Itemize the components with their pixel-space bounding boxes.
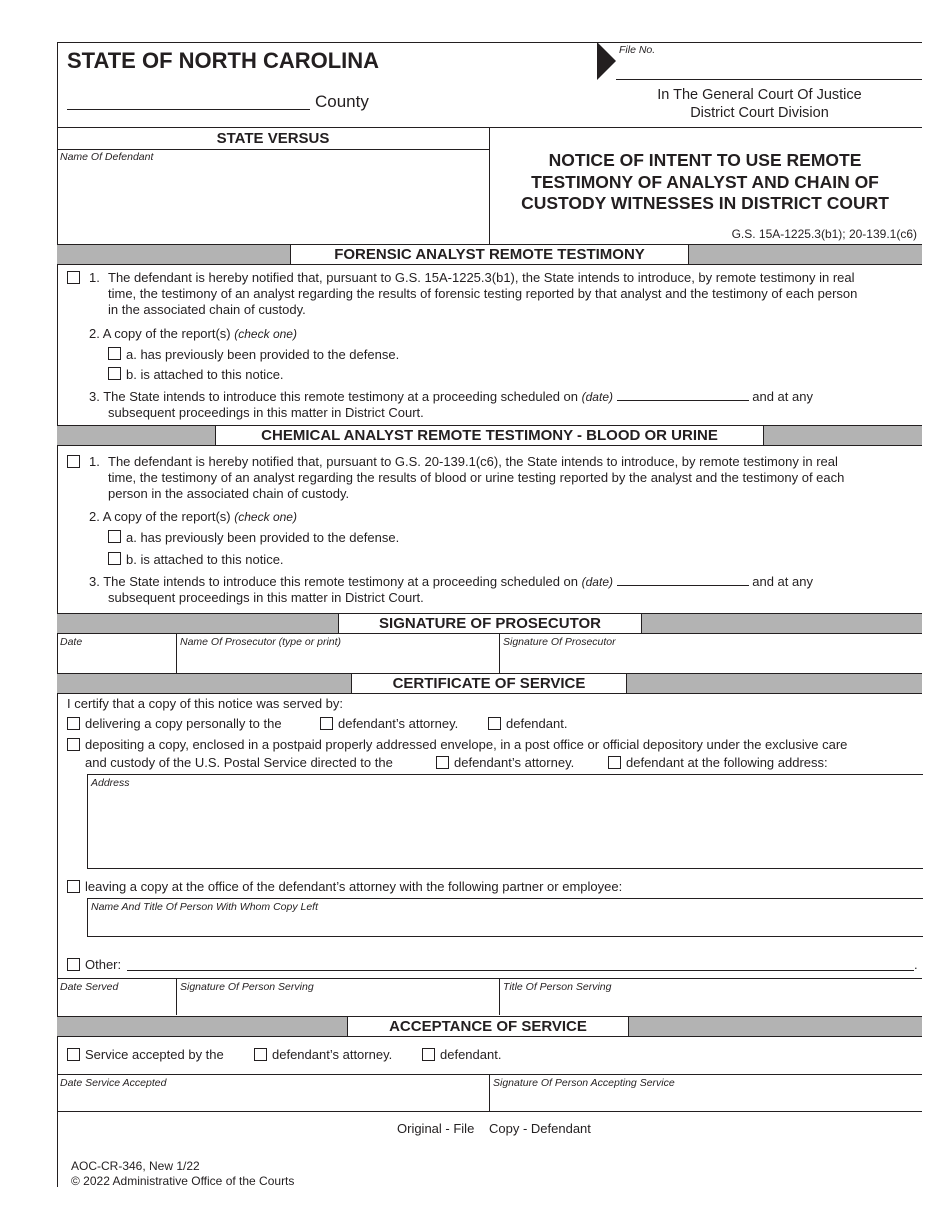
prosecutor-heading-bar xyxy=(57,613,922,634)
leaving-label: leaving a copy at the office of the defendant’s attorney with the following partner or employee: xyxy=(85,879,623,894)
forensic-item1-line3: in the associated chain of custody. xyxy=(108,302,306,317)
sig-serving-label: Signature Of Person Serving xyxy=(180,981,314,993)
file-no-label: File No. xyxy=(619,44,656,56)
sig-accepting-label: Signature Of Person Accepting Service xyxy=(493,1077,675,1089)
accepted-defendant-checkbox[interactable] xyxy=(422,1048,435,1061)
prosecutor-date-label: Date xyxy=(60,636,83,648)
deposit-defendant-label: defendant at the following address: xyxy=(626,755,828,770)
defendant-name-field[interactable] xyxy=(60,165,485,240)
deposit-line1: depositing a copy, enclosed in a postpaid properly addressed envelope, in a post office or official depository under the exclusive care xyxy=(85,737,848,752)
certificate-heading-bar xyxy=(57,673,922,694)
file-no-line xyxy=(616,79,922,80)
prosecutor-heading: SIGNATURE OF PROSECUTOR xyxy=(338,614,642,633)
accepted-attorney-label: defendant’s attorney. xyxy=(272,1047,393,1062)
certificate-intro: I certify that a copy of this notice was served by: xyxy=(67,696,344,711)
file-top-line xyxy=(597,42,922,43)
chemical-heading-bar xyxy=(57,425,922,446)
court-line-2: District Court Division xyxy=(690,105,829,121)
header-vdivider xyxy=(489,127,490,244)
county-line[interactable] xyxy=(67,109,310,110)
copyright: © 2022 Administrative Office of the Courts xyxy=(71,1174,295,1188)
chemical-item1-num: 1. xyxy=(89,454,100,469)
chemical-date-label: (date) xyxy=(581,575,613,589)
date-accepted-field[interactable] xyxy=(58,1090,488,1110)
forensic-opt-b-checkbox[interactable] xyxy=(108,367,121,380)
chemical-opt-a-checkbox[interactable] xyxy=(108,530,121,543)
deposit-checkbox[interactable] xyxy=(67,738,80,751)
sig-serving-field[interactable] xyxy=(177,994,498,1014)
address-field[interactable] xyxy=(87,774,923,869)
date-served-field[interactable] xyxy=(58,994,175,1014)
forensic-and-any: and at any xyxy=(752,389,813,404)
title-line-2: TESTIMONY OF ANALYST AND CHAIN OF xyxy=(531,171,879,192)
court-line-1: In The General Court Of Justice xyxy=(657,87,862,103)
accepted-label: Service accepted by the xyxy=(85,1047,224,1062)
chemical-item1-line3: person in the associated chain of custody. xyxy=(108,486,350,501)
sig-accepting-field[interactable] xyxy=(490,1090,921,1110)
deliver-defendant-checkbox[interactable] xyxy=(488,717,501,730)
defendant-caption: Name Of Defendant xyxy=(60,151,154,163)
court-name xyxy=(597,86,922,122)
file-arrow-icon xyxy=(597,42,616,80)
title-serving-field[interactable] xyxy=(500,994,921,1014)
county-label: County xyxy=(315,92,369,111)
other-label: Other: xyxy=(85,957,122,972)
top-border xyxy=(57,42,597,43)
forensic-date-label: (date) xyxy=(581,390,613,404)
title-serving-label: Title Of Person Serving xyxy=(503,981,612,993)
deliver-defendant-label: defendant. xyxy=(506,716,568,731)
deliver-attorney-label: defendant’s attorney. xyxy=(338,716,459,731)
footer-original: Original - File xyxy=(397,1121,475,1136)
forensic-item1-num: 1. xyxy=(89,270,100,285)
date-accepted-label: Date Service Accepted xyxy=(60,1077,167,1089)
chemical-opt-b-checkbox[interactable] xyxy=(108,552,121,565)
forensic-opt-b: b. is attached to this notice. xyxy=(126,367,284,382)
deliver-attorney-checkbox[interactable] xyxy=(320,717,333,730)
prosecutor-signature-label: Signature Of Prosecutor xyxy=(503,636,616,648)
forensic-opt-a-checkbox[interactable] xyxy=(108,347,121,360)
deliver-checkbox[interactable] xyxy=(67,717,80,730)
prosecutor-name-label: Name Of Prosecutor (type or print) xyxy=(180,636,342,648)
other-checkbox[interactable] xyxy=(67,958,80,971)
chemical-item1-line2: time, the testimony of an analyst regarding the results of blood or urine testing reported by the analyst and the testimony of each xyxy=(108,470,845,485)
deliver-label: delivering a copy personally to the xyxy=(85,716,282,731)
other-field[interactable] xyxy=(127,970,914,971)
state-versus: STATE VERSUS xyxy=(216,130,330,147)
form-title xyxy=(495,150,915,215)
chemical-item3 xyxy=(89,573,813,590)
title-line-1: NOTICE OF INTENT TO USE REMOTE xyxy=(548,150,862,170)
forensic-check-one: (check one) xyxy=(234,327,297,341)
prosecutor-date-field[interactable] xyxy=(58,650,175,672)
forensic-opt-a: a. has previously been provided to the defense. xyxy=(126,347,400,362)
date-served-label: Date Served xyxy=(60,981,119,993)
chemical-item1-text xyxy=(108,454,923,502)
other-period: . xyxy=(914,957,918,972)
versus-line xyxy=(57,149,489,150)
chemical-item1-line1: The defendant is hereby notified that, pursuant to G.S. 20-139.1(c6), the State intends to introduce, by remote testimony in real xyxy=(108,454,838,469)
deposit-attorney-label: defendant’s attorney. xyxy=(454,755,575,770)
forensic-item3-line1: 3. The State intends to introduce this remote testimony at a proceeding scheduled on xyxy=(89,389,579,404)
forensic-item1-line1: The defendant is hereby notified that, pursuant to G.S. 15A-1225.3(b1), the State intends to introduce, by remote testimony in real xyxy=(108,270,855,285)
forensic-date-field[interactable] xyxy=(617,388,749,401)
chemical-check-one: (check one) xyxy=(234,510,297,524)
deposit-attorney-checkbox[interactable] xyxy=(436,756,449,769)
title-line-3: CUSTODY WITNESSES IN DISTRICT COURT xyxy=(521,193,889,213)
deposit-line2: and custody of the U.S. Postal Service directed to the xyxy=(85,755,393,770)
statute-ref: G.S. 15A-1225.3(b1); 20-139.1(c6) xyxy=(731,227,917,241)
certificate-heading: CERTIFICATE OF SERVICE xyxy=(351,674,627,693)
prosecutor-signature-field[interactable] xyxy=(500,650,921,672)
chemical-item3-line1: 3. The State intends to introduce this remote testimony at a proceeding scheduled on xyxy=(89,574,579,589)
chemical-heading: CHEMICAL ANALYST REMOTE TESTIMONY - BLOOD OR URINE xyxy=(215,426,764,445)
acceptance-heading: ACCEPTANCE OF SERVICE xyxy=(347,1017,629,1036)
accepted-attorney-checkbox[interactable] xyxy=(254,1048,267,1061)
form-number: AOC-CR-346, New 1/22 xyxy=(71,1159,200,1173)
forensic-item2-text: 2. A copy of the report(s) xyxy=(89,326,231,341)
forensic-heading-bar xyxy=(57,244,922,265)
forensic-item1-line2: time, the testimony of an analyst regarding the results of forensic testing reported by that analyst and the testimony of each person xyxy=(108,286,858,301)
acceptance-heading-bar xyxy=(57,1016,922,1037)
accepted-defendant-label: defendant. xyxy=(440,1047,502,1062)
name-title-label: Name And Title Of Person With Whom Copy Left xyxy=(91,901,319,913)
chemical-item3-line2: subsequent proceedings in this matter in District Court. xyxy=(108,590,424,605)
forensic-checkbox[interactable] xyxy=(67,271,80,284)
chemical-date-field[interactable] xyxy=(617,573,749,586)
accepted-checkbox[interactable] xyxy=(67,1048,80,1061)
forensic-item1-text xyxy=(108,270,923,318)
state-title: STATE OF NORTH CAROLINA xyxy=(67,48,380,73)
forensic-item3-line2: subsequent proceedings in this matter in District Court. xyxy=(108,405,424,420)
accepted-row-bottom xyxy=(57,1111,922,1112)
served-row-top xyxy=(57,978,922,979)
chemical-and-any: and at any xyxy=(752,574,813,589)
chemical-item2 xyxy=(89,509,297,525)
deposit-defendant-checkbox[interactable] xyxy=(608,756,621,769)
chemical-item2-text: 2. A copy of the report(s) xyxy=(89,509,231,524)
footer-copy: Copy - Defendant xyxy=(489,1121,591,1136)
chemical-opt-b: b. is attached to this notice. xyxy=(126,552,284,567)
leaving-checkbox[interactable] xyxy=(67,880,80,893)
forensic-item3 xyxy=(89,388,813,405)
forensic-heading: FORENSIC ANALYST REMOTE TESTIMONY xyxy=(290,245,689,264)
prosecutor-name-field[interactable] xyxy=(177,650,498,672)
chemical-checkbox[interactable] xyxy=(67,455,80,468)
chemical-opt-a: a. has previously been provided to the defense. xyxy=(126,530,400,545)
address-label: Address xyxy=(91,777,130,789)
forensic-item2 xyxy=(89,326,297,342)
